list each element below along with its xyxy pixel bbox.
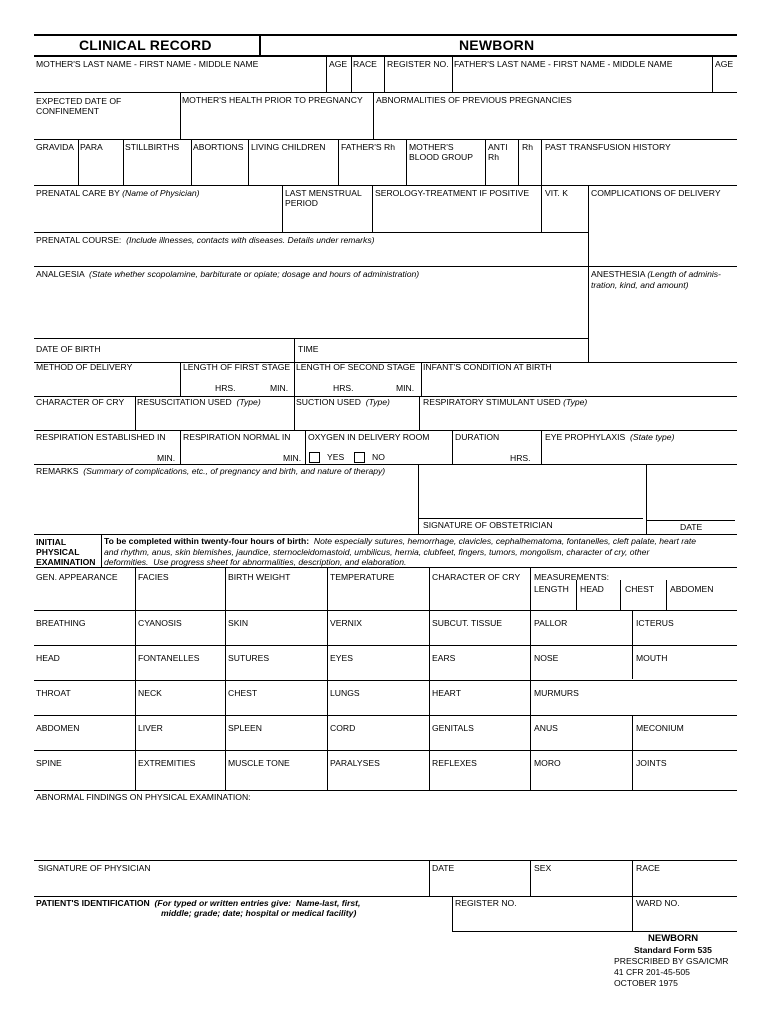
first-stage-hrs: HRS. xyxy=(215,383,236,393)
remarks-field[interactable] xyxy=(34,478,417,532)
date-of-birth-label: DATE OF BIRTH xyxy=(36,344,101,354)
ears-label: EARS xyxy=(432,653,456,663)
footer-prescribed: PRESCRIBED BY GSA/ICMR xyxy=(614,956,729,966)
oxygen-no-checkbox[interactable] xyxy=(354,452,365,463)
eyes-label: EYES xyxy=(330,653,353,663)
complications-label: COMPLICATIONS OF DELIVERY xyxy=(591,188,721,198)
form-title: CLINICAL RECORD xyxy=(79,37,212,53)
exam-instructions-2: and rhythm, anus, skin blemishes, jaundice, sternocleidomastoid, umbilicus, hernia, clubfeet, fingers, tumors, mongolism, character of cry, other xyxy=(104,547,650,557)
register-no-label: REGISTER NO. xyxy=(387,59,449,69)
exam-character-of-cry-label: CHARACTER OF CRY xyxy=(432,572,521,582)
spleen-label: SPLEEN xyxy=(228,723,262,733)
moro-label: MORO xyxy=(534,758,561,768)
reflexes-label: REFLEXES xyxy=(432,758,477,768)
sutures-label: SUTURES xyxy=(228,653,270,663)
transfusion-label: PAST TRANSFUSION HISTORY xyxy=(545,142,671,152)
murmurs-label: MURMURS xyxy=(534,688,579,698)
nose-label: NOSE xyxy=(534,653,559,663)
eye-prophylaxis-label: EYE PROPHYLAXIS (State type) xyxy=(545,432,675,442)
bottom-register-no-label: REGISTER NO. xyxy=(455,898,517,908)
second-stage-label: LENGTH OF SECOND STAGE xyxy=(296,362,416,372)
subcut-tissue-label: SUBCUT. TISSUE xyxy=(432,618,503,628)
cyanosis-label: CYANOSIS xyxy=(138,618,182,628)
chest-label: CHEST xyxy=(228,688,258,698)
anesthesia-label: ANESTHESIA (Length of adminis- xyxy=(591,269,721,279)
chest-circ-label: CHEST xyxy=(625,584,655,594)
oxygen-yes-checkbox[interactable] xyxy=(309,452,320,463)
serology-label: SEROLOGY-TREATMENT IF POSITIVE xyxy=(375,188,530,198)
mother-name-label: MOTHER'S LAST NAME - FIRST NAME - MIDDLE NAME xyxy=(36,59,259,69)
analgesia-label: ANALGESIA (State whether scopolamine, barbiturate or opiate; dosage and hours of administration) xyxy=(36,269,420,279)
extremities-label: EXTREMITIES xyxy=(138,758,196,768)
form-type: NEWBORN xyxy=(459,37,535,53)
fathers-rh-label: FATHER'S Rh xyxy=(341,142,396,152)
prenatal-course-label: PRENATAL COURSE: (Include illnesses, contacts with diseases. Details under remarks) xyxy=(36,235,375,245)
icterus-label: ICTERUS xyxy=(636,618,674,628)
initial-exam-label: INITIAL xyxy=(36,537,67,547)
lmp-label-2: PERIOD xyxy=(285,198,318,208)
race-label: RACE xyxy=(636,863,660,873)
facies-label: FACIES xyxy=(138,572,169,582)
first-stage-min: MIN. xyxy=(270,383,289,393)
footer-form-number: Standard Form 535 xyxy=(634,945,712,955)
edc-label-2: CONFINEMENT xyxy=(36,106,100,116)
obstetrician-date-label: DATE xyxy=(680,522,703,532)
physician-signature-label: SIGNATURE OF PHYSICIAN xyxy=(38,863,151,873)
prenatal-care-label: PRENATAL CARE BY (Name of Physician) xyxy=(36,188,200,198)
heart-label: HEART xyxy=(432,688,461,698)
head-circ-label: HEAD xyxy=(580,584,604,594)
initial-exam-label-2: PHYSICAL xyxy=(36,547,80,557)
paralyses-label: PARALYSES xyxy=(330,758,380,768)
birth-weight-label: BIRTH WEIGHT xyxy=(228,572,291,582)
resp-established-label: RESPIRATION ESTABLISHED IN xyxy=(36,432,166,442)
living-children-label: LIVING CHILDREN xyxy=(251,142,326,152)
infant-condition-label: INFANT'S CONDITION AT BIRTH xyxy=(423,362,552,372)
resp-normal-label: RESPIRATION NORMAL IN xyxy=(183,432,291,442)
genitals-label: GENITALS xyxy=(432,723,474,733)
character-of-cry-label: CHARACTER OF CRY xyxy=(36,397,125,407)
obstetrician-signature-label: SIGNATURE OF OBSTETRICIAN xyxy=(423,520,553,530)
abdomen-circ-label: ABDOMEN xyxy=(670,584,714,594)
mother-age-label: AGE xyxy=(329,59,348,69)
measurements-label: MEASUREMENTS: xyxy=(534,572,609,582)
abnormal-findings-label: ABNORMAL FINDINGS ON PHYSICAL EXAMINATION: xyxy=(36,792,251,802)
resp-established-min: MIN. xyxy=(157,453,176,463)
initial-exam-label-3: EXAMINATION xyxy=(36,557,96,567)
anti-rh-label-2: Rh xyxy=(488,152,499,162)
anus-label: ANUS xyxy=(534,723,558,733)
joints-label: JOINTS xyxy=(636,758,667,768)
stimulant-label: RESPIRATORY STIMULANT USED (Type) xyxy=(423,397,588,407)
edc-label: EXPECTED DATE OF xyxy=(36,96,122,106)
stillbirths-label: STILLBIRTHS xyxy=(125,142,180,152)
sex-label: SEX xyxy=(534,863,552,873)
method-of-delivery-label: METHOD OF DELIVERY xyxy=(36,362,133,372)
fontanelles-label: FONTANELLES xyxy=(138,653,200,663)
gen-appearance-label: GEN. APPEARANCE xyxy=(36,572,118,582)
exam-instructions-1: To be completed within twenty-four hours of birth: Note especially sutures, hemorrhage, clavicles, cephalhematoma, fontanelles, cleft palate, heart rate xyxy=(104,536,697,546)
ward-no-label: WARD NO. xyxy=(636,898,680,908)
abnormalities-label: ABNORMALITIES OF PREVIOUS PREGNANCIES xyxy=(376,95,572,105)
obstetrician-signature-field[interactable] xyxy=(419,466,645,518)
spine-label: SPINE xyxy=(36,758,62,768)
gravida-label: GRAVIDA xyxy=(36,142,75,152)
father-name-label: FATHER'S LAST NAME - FIRST NAME - MIDDLE NAME xyxy=(454,59,673,69)
father-age-label: AGE xyxy=(715,59,734,69)
length-label: LENGTH xyxy=(534,584,569,594)
abdomen-label: ABDOMEN xyxy=(36,723,80,733)
cord-label: CORD xyxy=(330,723,356,733)
oxygen-yes-label: YES xyxy=(327,452,345,462)
obstetrician-date-field[interactable] xyxy=(647,466,737,518)
mother-race-label: RACE xyxy=(353,59,377,69)
second-stage-hrs: HRS. xyxy=(333,383,354,393)
throat-label: THROAT xyxy=(36,688,71,698)
abortions-label: ABORTIONS xyxy=(193,142,244,152)
skin-label: SKIN xyxy=(228,618,249,628)
anti-rh-label: ANTI xyxy=(488,142,508,152)
meconium-label: MECONIUM xyxy=(636,723,684,733)
second-stage-min: MIN. xyxy=(396,383,415,393)
physician-date-label: DATE xyxy=(432,863,455,873)
exam-instructions-3: deformities. Use progress sheet for abnormalities, description, and elaboration. xyxy=(104,557,407,567)
oxygen-label: OXYGEN IN DELIVERY ROOM xyxy=(308,432,430,442)
footer-form-title: NEWBORN xyxy=(648,933,699,944)
duration-label: DURATION xyxy=(455,432,500,442)
temperature-label: TEMPERATURE xyxy=(330,572,395,582)
lmp-label: LAST MENSTRUAL xyxy=(285,188,362,198)
analgesia-field[interactable] xyxy=(34,281,587,337)
oxygen-no-label: NO xyxy=(372,452,385,462)
anesthesia-label-2: tration, kind, and amount) xyxy=(591,280,689,290)
mothers-blood-group-label: MOTHER'S xyxy=(409,142,454,152)
suction-label: SUCTION USED (Type) xyxy=(296,397,390,407)
liver-label: LIVER xyxy=(138,723,163,733)
breathing-label: BREATHING xyxy=(36,618,86,628)
first-stage-label: LENGTH OF FIRST STAGE xyxy=(183,362,291,372)
para-label: PARA xyxy=(80,142,103,152)
time-label: TIME xyxy=(298,344,319,354)
pallor-label: PALLOR xyxy=(534,618,568,628)
physician-signature-field[interactable] xyxy=(34,875,427,895)
patient-id-note: middle; grade; date; hospital or medical facility) xyxy=(161,908,357,918)
muscle-tone-label: MUSCLE TONE xyxy=(228,758,290,768)
footer-cfr: 41 CFR 201-45-505 xyxy=(614,967,690,977)
remarks-label: REMARKS (Summary of complications, etc., of pregnancy and birth, and nature of therapy) xyxy=(36,466,386,476)
lungs-label: LUNGS xyxy=(330,688,360,698)
resp-normal-min: MIN. xyxy=(283,453,302,463)
prenatal-course-field[interactable] xyxy=(34,246,587,265)
patient-id-label: PATIENT'S IDENTIFICATION (For typed or written entries give: Name-last, first, xyxy=(36,898,361,908)
mouth-label: MOUTH xyxy=(636,653,668,663)
mothers-health-label: MOTHER'S HEALTH PRIOR TO PREGNANCY xyxy=(182,95,363,105)
resuscitation-label: RESUSCITATION USED (Type) xyxy=(137,397,261,407)
neck-label: NECK xyxy=(138,688,162,698)
vernix-label: VERNIX xyxy=(330,618,362,628)
head-label: HEAD xyxy=(36,653,60,663)
footer-date: OCTOBER 1975 xyxy=(614,978,678,988)
mothers-blood-group-label-2: BLOOD GROUP xyxy=(409,152,473,162)
vitk-label: VIT. K xyxy=(545,188,568,198)
duration-hrs: HRS. xyxy=(510,453,531,463)
rh-label: Rh xyxy=(522,142,533,152)
abnormal-findings-field[interactable] xyxy=(34,805,737,860)
